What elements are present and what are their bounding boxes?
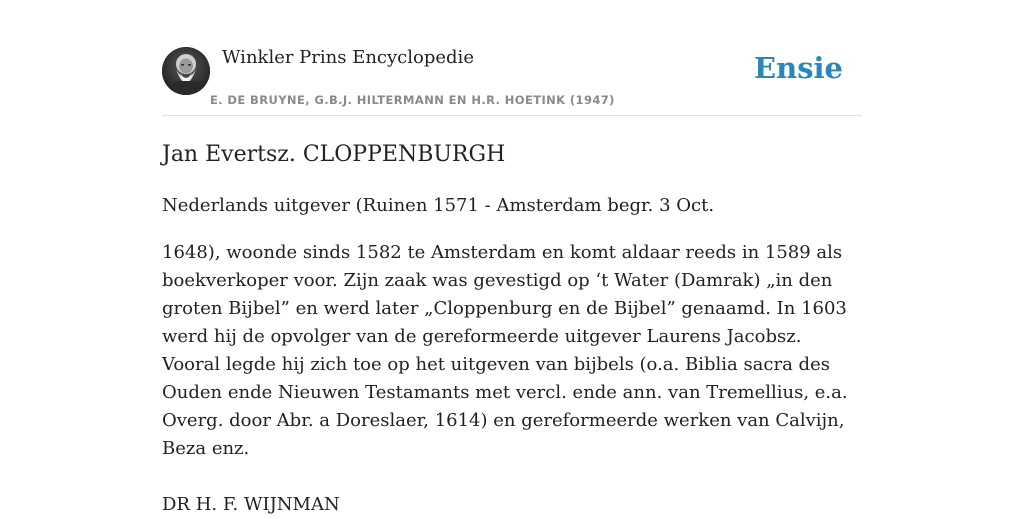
article-paragraph: Nederlands uitgever (Ruinen 1571 - Amsterdam begr. 3 Oct. — [162, 195, 715, 216]
book-title[interactable]: Winkler Prins Encyclopedie — [222, 47, 474, 68]
article-paragraph: 1648), woonde sinds 1582 te Amsterdam en komt aldaar reeds in 1589 als boekverkoper voor. Zijn zaak was gevestigd op ‘t Water (Damrak) „in den groten Bijbel” en werd later „Cloppenburg en de Bijbel” genaamd. In 1603 werd hij de opvolger van de gereformeerde uitgever Laurens Jacobsz. Vooral legde hij zich toe op het uitgeven van bijbels (o.a. Biblia sacra des Ouden ende Nieuwen Testamants met vercl. ende ann. van Tremellius, e.a. Overg. door Abr. a Doreslaer, 1614) en gereformeerde werken van Calvijn, Beza enz. — [162, 242, 848, 459]
article — [162, 138, 862, 519]
book-header — [162, 46, 862, 116]
entry-title: Jan Evertsz. CLOPPENBURGH — [162, 142, 506, 167]
book-authors: E. DE BRUYNE, G.B.J. HILTERMANN EN H.R. HOETINK (1947) — [210, 93, 615, 107]
author-signature: DR H. F. WIJNMAN — [162, 494, 340, 515]
ensie-logo-link[interactable]: Ensie — [754, 51, 843, 85]
bearded-man-portrait-icon[interactable] — [162, 47, 210, 95]
